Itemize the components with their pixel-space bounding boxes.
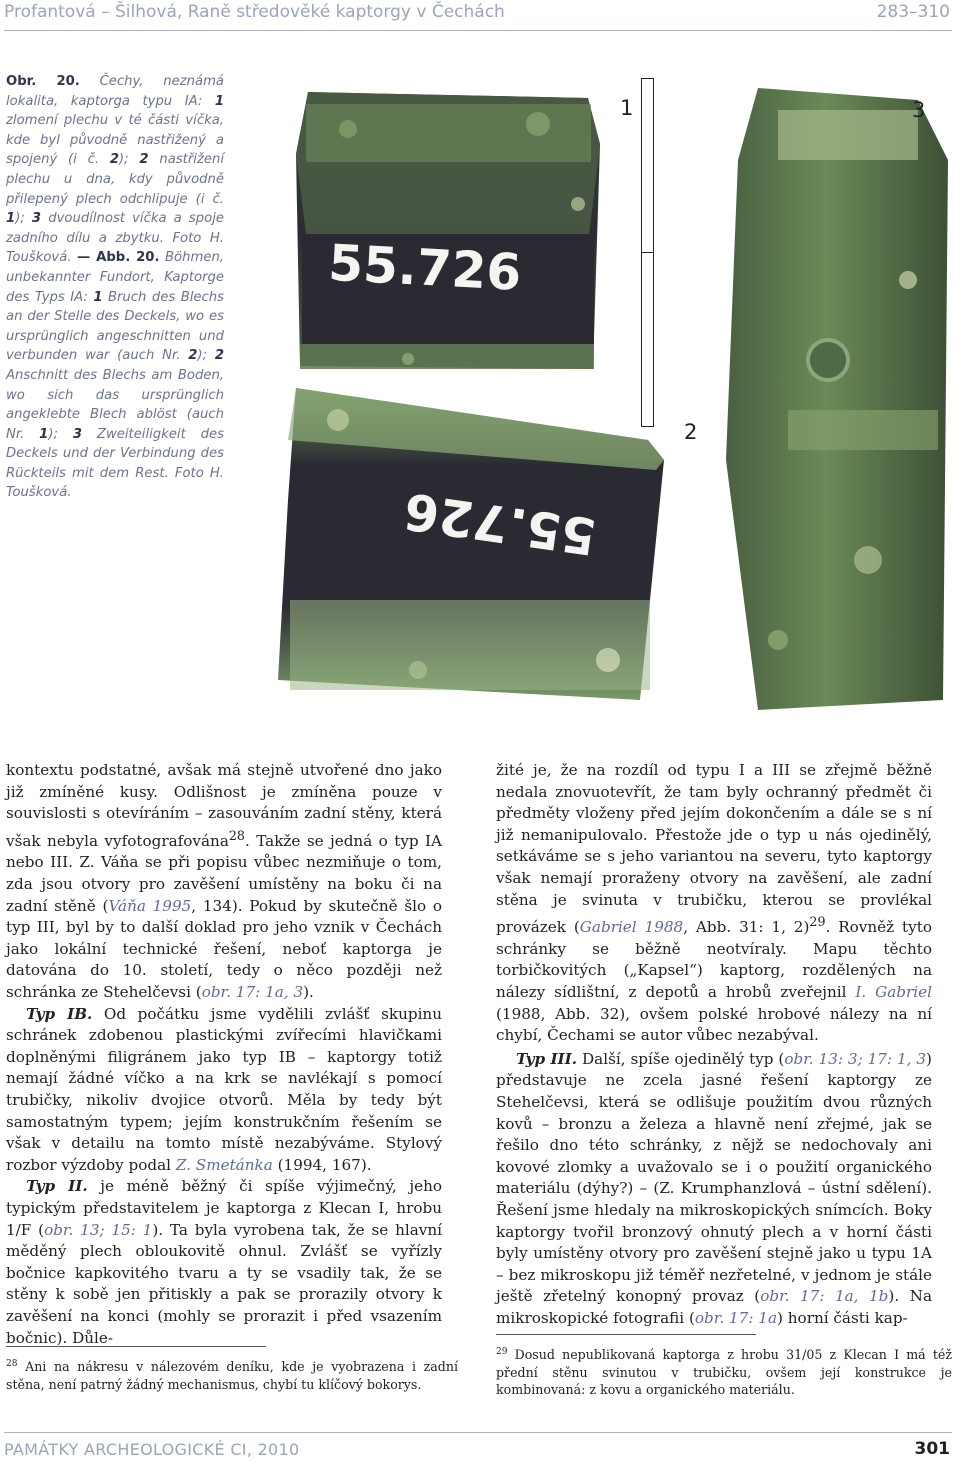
running-head-pages: 283–310 <box>876 2 950 22</box>
caption-number: 3 <box>72 426 83 442</box>
footnote-number: 29 <box>496 1347 508 1357</box>
footnote-ref-28: 28 <box>228 827 245 843</box>
text: (1988, Abb. 32), ovšem polské hrobové nálezy na ní chybí, Čechami se autor vůbec nezabýval. <box>496 1004 932 1045</box>
footnote-29 <box>496 1344 952 1399</box>
caption-text: nastřižení plechu u dna, kdy původně přilepený plech odchlipuje (i č. <box>6 152 224 207</box>
text: žité je, že na rozdíl od typu I a III se zřejmě běžně nedala znovuotevřít, že tam byly ochranný předmět či předměty vloženy před jejím dokončením a dále se s ní již nemanipulovalo. Přestože jde o typ u nás ojedinělý, setkáváme se s jeho variantou na severu, tyto kaptorgy však nemají proraženy otvory na zavěšení, ale zadní stěna je svinuta v trubičku, kterou se provlékal provázek ( <box>496 761 932 937</box>
body-column-left <box>6 760 442 1349</box>
figure-ref: obr. 13; 15: 1 <box>44 1220 153 1239</box>
text: ) horní části kap- <box>777 1308 908 1327</box>
figure-ref: obr. 13: 3; 17: 1, 3 <box>784 1049 927 1068</box>
paragraph <box>6 1004 442 1177</box>
text: , Abb. 31: 1, 2) <box>683 918 810 937</box>
text: kontextu podstatné, avšak má stejně utvořené dno jako již zmíněné kusy. Odlišnost je zmíněna pouze v souvislosti s otevíráním – zasouváním zadní stěny, která však nebyla vyfotografována <box>6 761 442 850</box>
figure-ref: obr. 17: 1a <box>694 1308 778 1327</box>
caption-text: Čechy, neznámá lokalita, kaptorga typu IA: <box>6 74 224 109</box>
footnote-rule-left <box>6 1346 266 1347</box>
citation: Gabriel 1988 <box>579 918 684 937</box>
text: ). Ta byla vyrobena tak, že se hlavní měděný plech obloukovitě ohnul. Zvlášť se vyřízly bočnice kapkovitého tvaru a ty se vsadily tak, že se stěny k sobě jen přitiskly a pak se prorazily otvory k zavěšení na konci (mohly se prorazit i před vsazením bočnic). Důle- <box>6 1220 442 1347</box>
caption-text: Zweiteiligkeit des Deckels und der Verbindung des Rückteils mit dem Rest. Foto H. Toušková. <box>6 426 224 501</box>
caption-number: 2 <box>214 348 224 364</box>
paragraph <box>6 1176 442 1349</box>
paragraph <box>496 760 932 1047</box>
running-head-authors: Profantová – Šilhová, Raně středověké kaptorgy v Čechách <box>4 2 505 22</box>
caption-text: dvoudílnost víčka a spoje zadního dílu a zbytku. Foto H. Toušková. <box>6 211 224 266</box>
footer-journal: PAMÁTKY ARCHEOLOGICKÉ CI, 2010 <box>4 1440 300 1459</box>
footnote-rule-right <box>496 1334 756 1335</box>
photo-object-view-3 <box>718 80 958 720</box>
caption-text: ); <box>197 348 215 364</box>
type-heading-iii: Typ III. <box>516 1049 578 1068</box>
caption-de-label: — Abb. 20. <box>77 250 160 266</box>
paragraph <box>496 1049 932 1330</box>
caption-text: ); <box>48 426 73 442</box>
text: Další, spíše ojedinělý typ ( <box>577 1049 785 1068</box>
caption-text: Bruch des Blechs an der Stelle des Deckels, wo es ursprünglich angeschnitten und verbunden war (auch Nr. <box>6 289 224 364</box>
figure-label-2: 2 <box>684 420 698 444</box>
footnote-28 <box>6 1356 458 1393</box>
text: , 134). Pokud by skutečně šlo o typ III, byl by to další doklad pro jeho vznik v Čechách jako lokální technické řešení, neboť kaptorga je datována do 10. století, tedy o něco později než schránka ze Stehelčevsi ( <box>6 896 442 1001</box>
text: . Takže se jedná o typ IA nebo III. Z. Váňa se při popisu vůbec nezmiňuje o tom, zda jsou otvory pro zavěšení umístěny na boku či na zadní stěně ( <box>6 831 442 915</box>
type-heading-ii: Typ II. <box>26 1177 88 1196</box>
figure-label-3: 3 <box>912 98 926 122</box>
caption-text: Böhmen, unbekannter Fundort, Kaptorge des Typs IA: <box>6 250 224 305</box>
inventory-number-2: 55.726 <box>400 481 600 566</box>
photo-object-view-1 <box>288 84 608 374</box>
figure-ref: obr. 17: 1a, 3 <box>201 983 304 1001</box>
scale-bar-segment <box>642 79 653 253</box>
citation: I. Gabriel <box>855 983 932 1001</box>
footnote-text: Dosud nepublikovaná kaptorga z hrobu 31/05 z Klecan I má též přední stěnu svinutou v trubičku, ovšem její konstrukce je kombinovaná: z kovu a organického materiálu. <box>496 1347 952 1398</box>
caption-text: ); <box>15 211 32 227</box>
caption-cz-label: Obr. 20. <box>6 74 80 89</box>
photo-object-view-2 <box>268 380 668 710</box>
caption-text: zlomení plechu v té části víčka, kde byl původně nastřižený a spojený (i č. <box>6 113 224 168</box>
citation: Váňa 1995 <box>108 896 192 915</box>
caption-number: 2 <box>109 152 120 168</box>
caption-number: 2 <box>139 152 149 168</box>
text: ) představuje ne zcela jasné řešení kaptorgy ze Stehelčevsi, která se odlišuje použitím dvou různých kovů – bronzu a železa a hlavně není zřejmé, jak se řešilo dno této schránky, z nějž se nedochovaly ani kovové zlomky a uvažovalo se i o použití organického materiálu (dýhy?) – (Z. Krumphanzlová – ústní sdělení). Řešení jsme hledaly na mikroskopických snímcích. Boky kaptorgy tvořil bronzový ohnutý plech a v horní části byly umístěny otvory pro zavěšení stejně jako u typu 1A – bez mikroskopu již téměř nezřetelné, v jednom je stále ještě zřetelný konopný provaz ( <box>496 1049 932 1306</box>
caption-number: 1 <box>214 93 224 109</box>
body-column-right <box>496 760 932 1330</box>
text: je méně běžný či spíše výjimečný, jeho typickým představitelem je kaptorga z Klecan I, hrobu 1/F ( <box>6 1177 443 1239</box>
running-head-rule <box>4 30 952 31</box>
caption-number: 2 <box>188 348 198 364</box>
text: (1994, 167). <box>272 1155 372 1174</box>
text: ). Na mikroskopické fotografii ( <box>496 1287 933 1327</box>
scale-bar <box>641 78 654 427</box>
figure-label-1: 1 <box>620 96 634 120</box>
inventory-number-1: 55.726 <box>326 233 523 302</box>
page-number: 301 <box>914 1439 950 1459</box>
text: Od počátku jsme vydělili zvlášť skupinu schránek zdobenou plastickými zvířecími hlavičkami doplněnými filigránem jako typ IB – kaptorgy totiž nemají žádné víčko a na krk se navlékají s pomocí trubičky, nikoliv dvojice otvorů. Měla by tedy být samostatným typem; jejím konstrukčním řešením se však v detailu na tomto místě nezabýváme. Stylový rozbor výzdoby podal <box>6 1004 442 1174</box>
caption-text: Anschnitt des Blechs am Boden, wo sich das ursprünglich angeklebte Blech ablöst (auch Nr. <box>6 367 224 442</box>
caption-number: 1 <box>6 211 16 227</box>
figure-caption <box>6 72 224 503</box>
type-heading-ib: Typ IB. <box>26 1004 93 1023</box>
caption-text: ); <box>119 152 140 168</box>
text: ). <box>303 983 314 1001</box>
footnote-ref-29: 29 <box>809 914 826 930</box>
footnote-text: Ani na nákresu v nálezovém deníku, kde je vyobrazena i zadní stěna, není patrný žádný mechanismus, chybí tu klíčový bokorys. <box>6 1359 458 1392</box>
caption-number: 1 <box>93 289 103 305</box>
figure-ref: obr. 17: 1a, 1b <box>760 1287 889 1306</box>
footnote-number: 28 <box>6 1359 18 1369</box>
text: . Rovněž tyto schránky se běžně neotvíraly. Mapu těchto torbičkovitých („Kapsel“) kaptorg, rozdělených na nálezy sídlištní, z depotů a hrobů zveřejnil <box>496 918 932 1001</box>
caption-number: 3 <box>31 211 42 227</box>
caption-number: 1 <box>39 426 49 442</box>
running-head <box>0 0 960 28</box>
footer-rule <box>4 1432 952 1433</box>
paragraph <box>6 760 442 1004</box>
citation: Z. Smetánka <box>175 1155 273 1174</box>
